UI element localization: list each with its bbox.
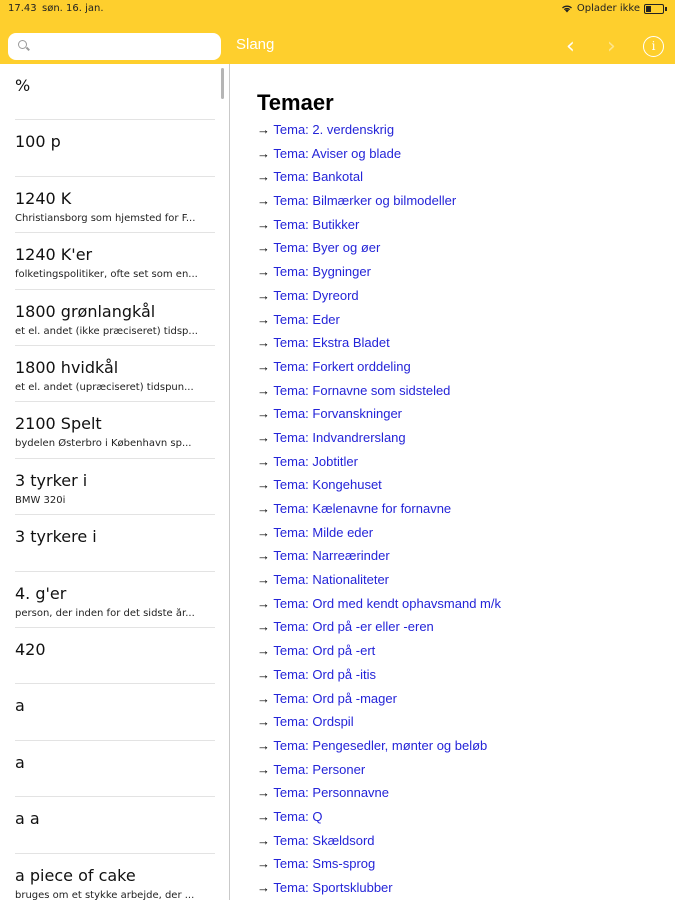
arrow-icon: →: [257, 169, 270, 185]
list-item[interactable]: [15, 572, 215, 628]
back-chevron-icon[interactable]: ‹: [566, 34, 575, 59]
theme-link[interactable]: [257, 691, 501, 715]
theme-link[interactable]: [257, 525, 501, 549]
theme-link-text[interactable]: Tema: Kongehuset: [273, 477, 382, 493]
entry-description: bydelen Østerbro i København sp...: [15, 438, 192, 450]
entry-description: et el. andet (ikke præciseret) tidsp...: [15, 325, 198, 337]
list-item[interactable]: [15, 177, 215, 233]
arrow-icon: →: [257, 643, 270, 659]
theme-link-text[interactable]: Tema: Kælenavne for fornavne: [273, 501, 452, 516]
entry-word: 100 p: [15, 132, 61, 152]
theme-link-text[interactable]: Tema: Butikker: [273, 216, 360, 232]
theme-link-text[interactable]: Tema: Forvanskninger: [273, 406, 403, 422]
theme-links: [257, 122, 501, 900]
arrow-icon: →: [257, 145, 270, 161]
nav-title: Slang: [236, 36, 275, 53]
theme-link[interactable]: [257, 572, 501, 596]
arrow-icon: →: [257, 619, 270, 635]
theme-link-text[interactable]: Tema: Ord på -ert: [273, 643, 376, 659]
theme-link[interactable]: [257, 454, 501, 478]
arrow-icon: →: [257, 501, 270, 516]
search-icon: [18, 40, 27, 49]
theme-link[interactable]: [257, 714, 501, 738]
theme-link-text[interactable]: Tema: Indvandrerslang: [273, 429, 406, 445]
theme-link[interactable]: [257, 193, 501, 217]
arrow-icon: →: [257, 666, 270, 682]
list-item[interactable]: [15, 64, 215, 120]
theme-link[interactable]: [257, 738, 501, 762]
status-time: 17.43: [8, 3, 37, 14]
list-item[interactable]: [15, 684, 215, 740]
charging-status: Oplader ikke: [576, 3, 640, 14]
theme-link[interactable]: [257, 146, 501, 170]
arrow-icon: →: [257, 572, 270, 588]
theme-link[interactable]: [257, 548, 501, 572]
arrow-icon: →: [257, 193, 270, 209]
entry-description: BMW 320i: [15, 494, 66, 506]
arrow-icon: →: [257, 595, 270, 611]
entry-description: et el. andet (upræciseret) tidspun...: [15, 382, 194, 393]
theme-link[interactable]: [257, 312, 501, 336]
theme-link[interactable]: [257, 383, 501, 407]
entry-word: 420: [15, 640, 46, 659]
arrow-icon: →: [257, 477, 270, 493]
entry-description: bruges om et stykke arbejde, der ...: [15, 889, 195, 900]
theme-link[interactable]: [257, 667, 501, 691]
list-item[interactable]: [15, 459, 215, 515]
entry-description: person, der inden for det sidste år...: [15, 607, 195, 619]
arrow-icon: →: [257, 856, 270, 872]
scroll-indicator[interactable]: [221, 68, 224, 99]
arrow-icon: →: [257, 785, 270, 801]
theme-link-text[interactable]: Tema: Narreærinder: [273, 548, 390, 564]
theme-link-text[interactable]: Tema: Forkert orddeling: [273, 358, 411, 374]
arrow-icon: →: [257, 880, 270, 895]
theme-link-text[interactable]: Tema: Sms-sprog: [273, 856, 376, 872]
theme-link-text[interactable]: Tema: Pengesedler, mønter og beløb: [273, 737, 488, 753]
theme-link[interactable]: [257, 288, 501, 312]
entry-word: a: [15, 696, 25, 716]
entry-word: 2100 Spelt: [15, 414, 102, 434]
theme-link[interactable]: [257, 501, 501, 525]
arrow-icon: →: [257, 524, 270, 540]
theme-link-text[interactable]: Tema: Ordspil: [273, 714, 354, 730]
theme-link-text[interactable]: Tema: Ord med kendt ophavsmand m/k: [273, 595, 501, 611]
theme-link[interactable]: [257, 833, 501, 857]
theme-link[interactable]: [257, 335, 501, 359]
theme-link-text[interactable]: Tema: Ord på -mager: [273, 690, 397, 706]
arrow-icon: →: [257, 406, 270, 422]
list-item[interactable]: [15, 120, 215, 176]
arrow-icon: →: [257, 761, 270, 777]
theme-link-text[interactable]: Tema: Q: [273, 808, 323, 824]
list-item[interactable]: [15, 290, 215, 346]
theme-link-text[interactable]: Tema: Milde eder: [273, 524, 374, 540]
arrow-icon: →: [257, 737, 270, 753]
theme-link[interactable]: [257, 619, 501, 643]
entry-word: 1240 K: [15, 188, 72, 208]
theme-link-text[interactable]: Tema: Nationaliteter: [273, 572, 390, 588]
search-box[interactable]: [8, 33, 221, 60]
theme-link[interactable]: [257, 217, 501, 241]
theme-link-text[interactable]: Tema: Byer og øer: [273, 240, 381, 256]
arrow-icon: →: [257, 548, 270, 564]
arrow-icon: →: [257, 264, 270, 280]
main-content: [230, 64, 675, 900]
theme-link-text[interactable]: Tema: Bilmærker og bilmodeller: [273, 193, 457, 209]
theme-link[interactable]: [257, 359, 501, 383]
status-right: [561, 3, 667, 14]
theme-link[interactable]: [257, 264, 501, 288]
arrow-icon: →: [257, 335, 270, 351]
arrow-icon: →: [257, 216, 270, 232]
theme-link[interactable]: [257, 122, 501, 146]
arrow-icon: →: [257, 690, 270, 706]
arrow-icon: →: [257, 240, 270, 256]
arrow-icon: →: [257, 714, 270, 730]
theme-link-text[interactable]: Tema: Jobtitler: [273, 453, 358, 469]
theme-link[interactable]: [257, 785, 501, 809]
entry-word: a a: [15, 809, 40, 829]
arrow-icon: →: [257, 358, 270, 374]
theme-link-text[interactable]: Tema: Dyreord: [273, 287, 359, 303]
theme-link-text[interactable]: Tema: Ekstra Bladet: [273, 335, 390, 351]
theme-link[interactable]: [257, 880, 501, 900]
theme-link[interactable]: [257, 643, 501, 667]
list-item[interactable]: [15, 515, 215, 571]
theme-link-text[interactable]: Tema: Ord på -itis: [273, 666, 376, 682]
arrow-icon: →: [257, 429, 270, 445]
word-list[interactable]: [0, 64, 230, 900]
theme-link[interactable]: [257, 169, 501, 193]
entry-word: 1240 K'er: [15, 245, 93, 265]
theme-link[interactable]: [257, 240, 501, 264]
list-item[interactable]: [15, 741, 215, 797]
entry-word: 4. g'er: [15, 583, 67, 603]
wifi-icon: [561, 4, 573, 13]
theme-link-text[interactable]: Tema: Sportsklubber: [273, 880, 393, 895]
theme-link-text[interactable]: Tema: Bygninger: [273, 264, 371, 280]
arrow-icon: →: [257, 453, 270, 469]
theme-link-text[interactable]: Tema: Bankotal: [273, 169, 363, 185]
list-item[interactable]: [15, 233, 215, 289]
entry-word: %: [15, 76, 31, 95]
theme-link[interactable]: [257, 477, 501, 501]
search-input[interactable]: [32, 33, 221, 62]
theme-link-text[interactable]: Tema: 2. verdenskrig: [273, 122, 395, 137]
arrow-icon: →: [257, 311, 270, 327]
entry-description: folketingspolitiker, ofte set som en...: [15, 269, 198, 281]
entry-word: a: [15, 752, 25, 772]
arrow-icon: →: [257, 808, 270, 824]
theme-link-text[interactable]: Tema: Personer: [273, 761, 366, 777]
theme-link[interactable]: [257, 430, 501, 454]
info-icon[interactable]: i: [643, 36, 664, 57]
list-item[interactable]: [15, 628, 215, 684]
theme-link-text[interactable]: Tema: Ord på -er eller -eren: [273, 619, 434, 635]
battery-tip: [665, 7, 667, 11]
theme-link-text[interactable]: Tema: Fornavne som sidsteled: [273, 382, 451, 398]
arrow-icon: →: [257, 382, 270, 398]
theme-link[interactable]: [257, 762, 501, 786]
forward-chevron-icon[interactable]: ›: [607, 34, 616, 59]
page-title: Temaer: [257, 90, 334, 115]
list-item[interactable]: [15, 854, 215, 900]
arrow-icon: →: [257, 832, 270, 848]
theme-link[interactable]: [257, 809, 501, 833]
list-item[interactable]: [15, 797, 215, 853]
entry-word: 1800 hvidkål: [15, 358, 119, 377]
entry-word: 3 tyrkere i: [15, 527, 97, 547]
entry-description: Christiansborg som hjemsted for F...: [15, 212, 196, 224]
status-date: søn. 16. jan.: [42, 3, 104, 14]
status-bar: [0, 0, 675, 20]
theme-link-text[interactable]: Tema: Skældsord: [273, 832, 375, 848]
theme-link-text[interactable]: Tema: Aviser og blade: [273, 145, 402, 161]
theme-link-text[interactable]: Tema: Eder: [273, 311, 340, 327]
entry-word: a piece of cake: [15, 865, 136, 885]
arrow-icon: →: [257, 122, 270, 137]
list-item[interactable]: [15, 346, 215, 402]
list-item[interactable]: [15, 402, 215, 458]
entry-word: 1800 grønlangkål: [15, 301, 156, 321]
theme-link[interactable]: [257, 406, 501, 430]
theme-link-text[interactable]: Tema: Personnavne: [273, 785, 390, 801]
battery-icon: [644, 4, 664, 14]
theme-link[interactable]: [257, 596, 501, 620]
entry-word: 3 tyrker i: [15, 470, 88, 490]
arrow-icon: →: [257, 287, 270, 303]
theme-link[interactable]: [257, 856, 501, 880]
